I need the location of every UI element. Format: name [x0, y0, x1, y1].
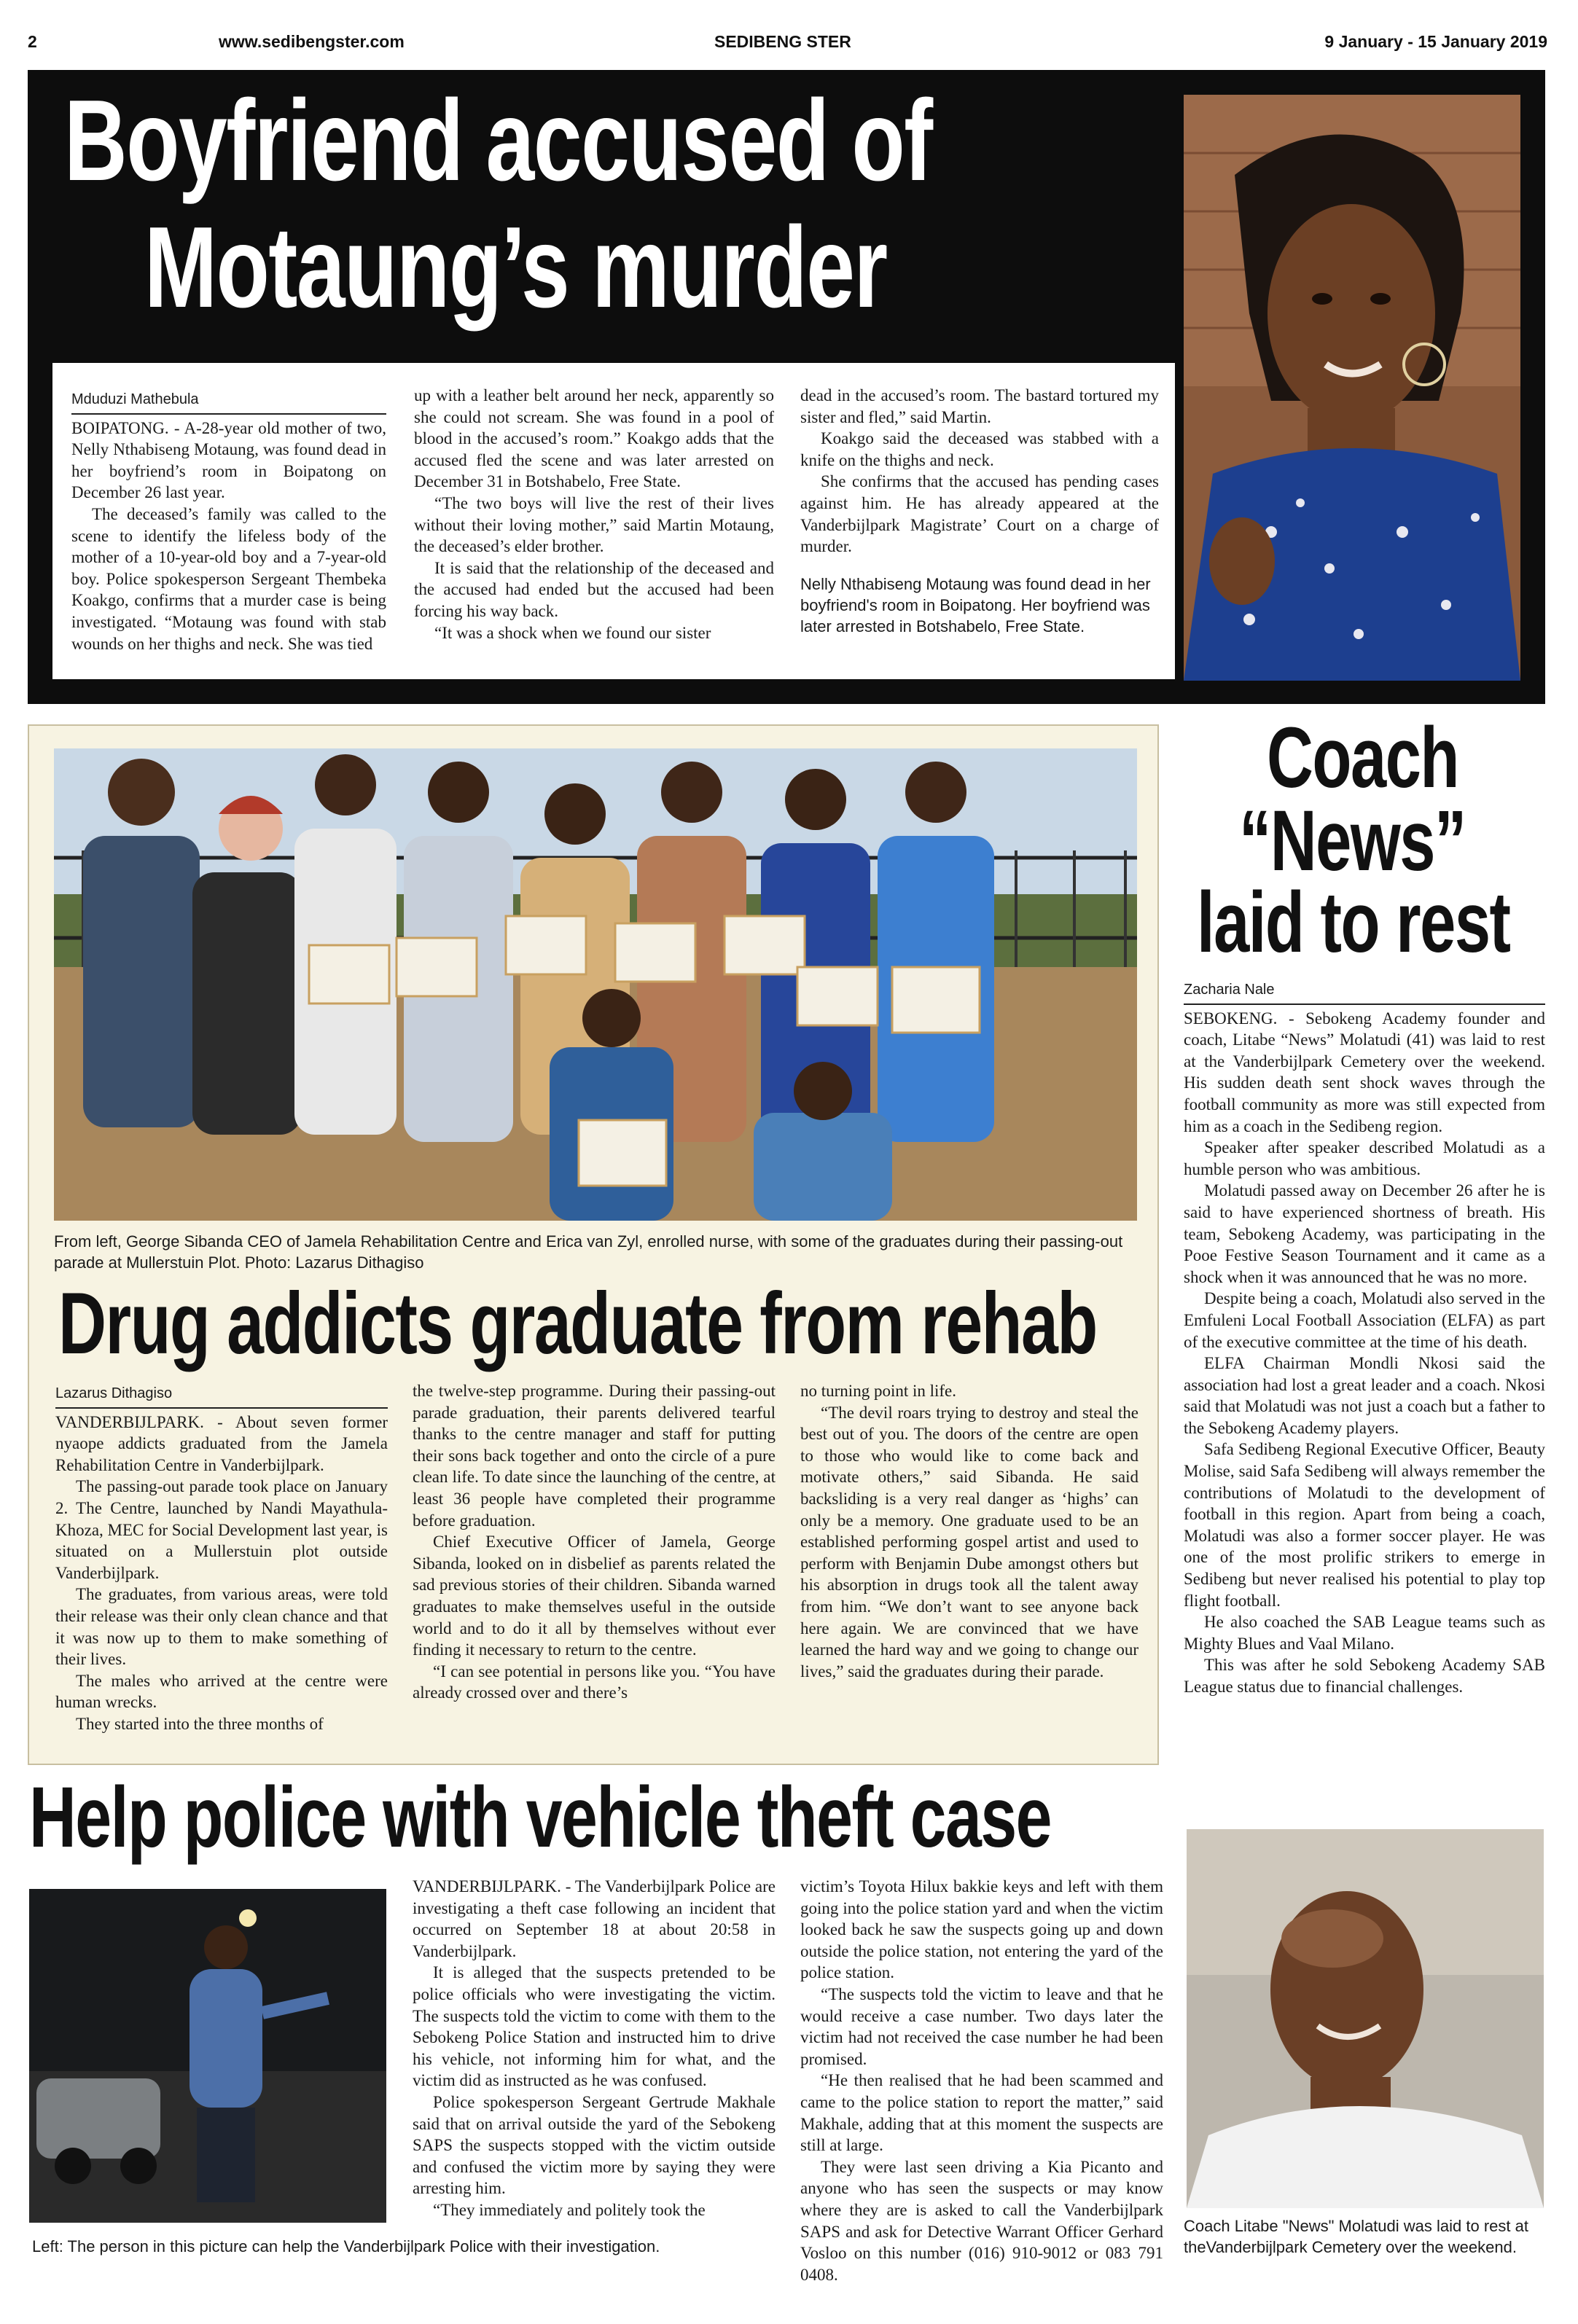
rehab-paragraph: “I can see potential in persons like you. “You have already crossed over and there’s: [413, 1662, 776, 1702]
coach-photo-caption: Coach Litabe "News" Molatudi was laid to rest at theVanderbijlpark Cemetery over the weekend.: [1184, 2217, 1528, 2256]
coach-byline: Zacharia Nale: [1184, 979, 1545, 1005]
rehab-photo-caption: From left, George Sibanda CEO of Jamela Rehabilitation Centre and Erica van Zyl, enrolled nurse, with some of the graduates during their passing-out parade at Mullerstuin Plot. Photo: Lazarus Dithagiso: [54, 1232, 1123, 1272]
murder-headline-line1: Boyfriend accused of: [64, 77, 932, 205]
rehab-paragraph: Chief Executive Officer of Jamela, George Sibanda, looked on in disbelief as parents related the sad previous stories of their children. Sibanda warned graduates to make themselves useful in the outside world and to do it all by themselves without ever finding it necessary to return to the centre.: [413, 1533, 776, 1659]
page-number: 2: [28, 32, 37, 51]
murder-paragraph: dead in the accused’s room. The bastard tortured my sister and fled,” said Martin.: [800, 386, 1159, 426]
murder-paragraph: “It was a shock when we found our sister: [434, 623, 711, 642]
murder-paragraph: “The two boys will live the rest of their lives without their loving mother,” said Martin Motaung, the deceased’s elder brother.: [414, 493, 774, 556]
suspect-photo: [29, 1889, 386, 2223]
coach-photo: [1187, 1829, 1544, 2208]
murder-paragraph: up with a leather belt around her neck, apparently so she could not scream. She was found in a pool of blood in the accused’s room.” Koakgo adds that the accused fled the scene and was later arrested on December 31 in Botshabelo, Free State.: [414, 386, 774, 491]
murder-headline-line2: Motaung’s murder: [144, 203, 887, 332]
theft-paragraph: “The suspects told the victim to leave and that he would receive a case number. Two days later the victim had not received the case number he had been promised.: [800, 1984, 1163, 2068]
rehab-paragraph: The graduates, from various areas, were told their release was their only clean chance and that it was now up to them to make something of their lives.: [55, 1585, 388, 1669]
theft-headline: Help police with vehicle theft case: [29, 1769, 1052, 1866]
theft-paragraph: “They immediately and politely took the: [433, 2200, 706, 2219]
coach-paragraph: This was after he sold Sebokeng Academy SAB League status due to financial challenges.: [1184, 1656, 1545, 1696]
coach-headline-line1: Coach: [1267, 710, 1458, 806]
victim-photo: [1184, 95, 1520, 681]
coach-paragraph: Despite being a coach, Molatudi also served in the Emfuleni Local Football Association (ELFA) as part of the executive committee at the time of his death.: [1184, 1289, 1545, 1351]
rehab-paragraph: VANDERBIJLPARK. - About seven former nyaope addicts graduated from the Jamela Rehabilitation Centre in Vanderbijlpark.: [55, 1412, 388, 1474]
theft-photo-caption: Left: The person in this picture can help the Vanderbijlpark Police with their investigation.: [32, 2237, 660, 2255]
issue-date: 9 January - 15 January 2019: [1324, 32, 1547, 51]
rehab-paragraph: the twelve-step programme. During their passing-out parade graduation, their parents delivered tearful thanks to the centre manager and staff for putting their sons back together and onto the circle of a pure clean life. To date since the launching of the centre, at least 36 people have completed their programme before graduation.: [413, 1382, 776, 1530]
coach-paragraph: ELFA Chairman Mondli Nkosi said the association had lost a great leader and a coach. Nkosi said that Molatudi was not just a coach but a father to the Sebokeng Academy players.: [1184, 1354, 1545, 1437]
theft-paragraph: victim’s Toyota Hilux bakkie keys and left with them going into the police station yard and when the victim looked back he saw the suspects going up and down outside the police station, not entering the yard of the police station.: [800, 1877, 1163, 1982]
coach-paragraph: SEBOKENG. - Sebokeng Academy founder and coach, Litabe “News” Molatudi (41) was laid to rest at the Vanderbijlpark Cemetery over the weekend. His sudden death sent shock waves through the football community as more was still expected from him as a coach in the Sedibeng region.: [1184, 1009, 1545, 1135]
rehab-paragraph: They started into the three months of: [76, 1714, 324, 1733]
murder-paragraph: Koakgo said the deceased was stabbed with a knife on the thighs and neck.: [800, 429, 1159, 469]
theft-paragraph: They were last seen driving a Kia Picanto and anyone who has seen the suspects or may know where they are is asked to call the Vanderbijlpark SAPS and ask for Detective Warrant Officer Gerhard Vosloo on this number (016) 910-9012 or 083 791 0408.: [800, 2157, 1163, 2284]
coach-paragraph: Safa Sedibeng Regional Executive Officer, Beauty Molise, said Safa Sedibeng will always remember the contributions of Molatudi to the development of football in this region. Apart from being a coach, Molatudi was also a former soccer player. He was one of the most prolific strikers to emerge in Sedibeng but never realised his potential to play top flight football.: [1184, 1440, 1545, 1610]
murder-paragraph: She confirms that the accused has pending cases against him. He has already appeared at the Vanderbijlpark Magistrate’ Court on a charge of murder.: [800, 472, 1159, 556]
coach-headline-line3: laid to rest: [1197, 875, 1510, 971]
murder-story-text: [52, 363, 1175, 679]
theft-paragraph: “He then realised that he had been scammed and came to the police station to report the matter,” said Makhale, adding that at this moment the suspects are still at large.: [800, 2071, 1163, 2155]
coach-headline-line2: “News”: [1239, 793, 1466, 889]
rehab-byline: Lazarus Dithagiso: [55, 1383, 388, 1409]
theft-paragraph: Police spokesperson Sergeant Gertrude Makhale said that on arrival outside the yard of the Sebokeng SAPS the suspects stopped with the victim outside and confused the victim more by saying they were arresting him.: [413, 2092, 776, 2198]
rehab-headline: Drug addicts graduate from rehab: [58, 1275, 1097, 1372]
coach-paragraph: Molatudi passed away on December 26 after he is said to have experienced shortness of breath. His team, Sebokeng Academy, was participating in the Pooe Festive Season Tournament and it came as a shock when it was announced that he was no more.: [1184, 1181, 1545, 1286]
rehab-paragraph: no turning point in life.: [800, 1382, 957, 1400]
coach-paragraph: He also coached the SAB League teams such as Mighty Blues and Vaal Milano.: [1184, 1613, 1545, 1653]
website-url[interactable]: www.sedibengster.com: [219, 32, 405, 51]
graduates-photo: [54, 748, 1137, 1221]
murder-paragraph: BOIPATONG. - A-28-year old mother of two, Nelly Nthabiseng Motaung, was found dead in her boyfriend’s room in Boipatong on December 26 last year.: [71, 418, 386, 502]
rehab-paragraph: “The devil roars trying to destroy and steal the best out of you. The doors of the centre are open to those who would like to come back and motivate others,” said Sibanda. He said backsliding is a very real danger as ‘highs’ can only be a memory. One graduate used to be an established performing gospel artist and used to perform with Benjamin Dube amongst others but his absorption in drugs took all the talent away from him. “We don’t want to see anyone back here again. We are convinced that we have learned the hard way and we going to change our lives,” said the graduates during their parade.: [800, 1403, 1138, 1681]
murder-paragraph: The deceased’s family was called to the scene to identify the lifeless body of the mother of a 10-year-old boy and a 7-year-old boy. Police spokesperson Sergeant Thembeka Koakgo, confirms that a murder case is being investigated. “Motaung was found with stab wounds on her thighs and neck. She was tied: [71, 504, 386, 653]
theft-paragraph: VANDERBIJLPARK. - The Vanderbijlpark Police are investigating a theft case following an incident that occurred on September 18 at about 20:58 in Vanderbijlpark.: [413, 1877, 776, 1960]
rehab-paragraph: The males who arrived at the centre were human wrecks.: [55, 1671, 388, 1712]
coach-paragraph: Speaker after speaker described Molatudi as a humble person who was ambitious.: [1184, 1138, 1545, 1178]
murder-paragraph: It is said that the relationship of the deceased and the accused had ended but the accused had been forcing his way back.: [414, 558, 774, 620]
murder-photo-caption: Nelly Nthabiseng Motaung was found dead in her boyfriend's room in Boipatong. Her boyfriend was later arrested in Botshabelo, Free State.: [800, 574, 1151, 635]
paper-name: SEDIBENG STER: [714, 32, 851, 51]
murder-byline: Mduduzi Mathebula: [71, 389, 386, 415]
theft-paragraph: It is alleged that the suspects pretended to be police officials who were investigating the victim. The suspects told the victim to come with them to the Sebokeng Police Station and instructed him to drive his vehicle, not informing him for what, and the victim did as instructed as he was confused.: [413, 1963, 776, 2090]
rehab-paragraph: The passing-out parade took place on January 2. The Centre, launched by Nandi Mayathula-Khoza, MEC for Social Development last year, is situated on a Mullerstuin plot outside Vanderbijlpark.: [55, 1477, 388, 1582]
